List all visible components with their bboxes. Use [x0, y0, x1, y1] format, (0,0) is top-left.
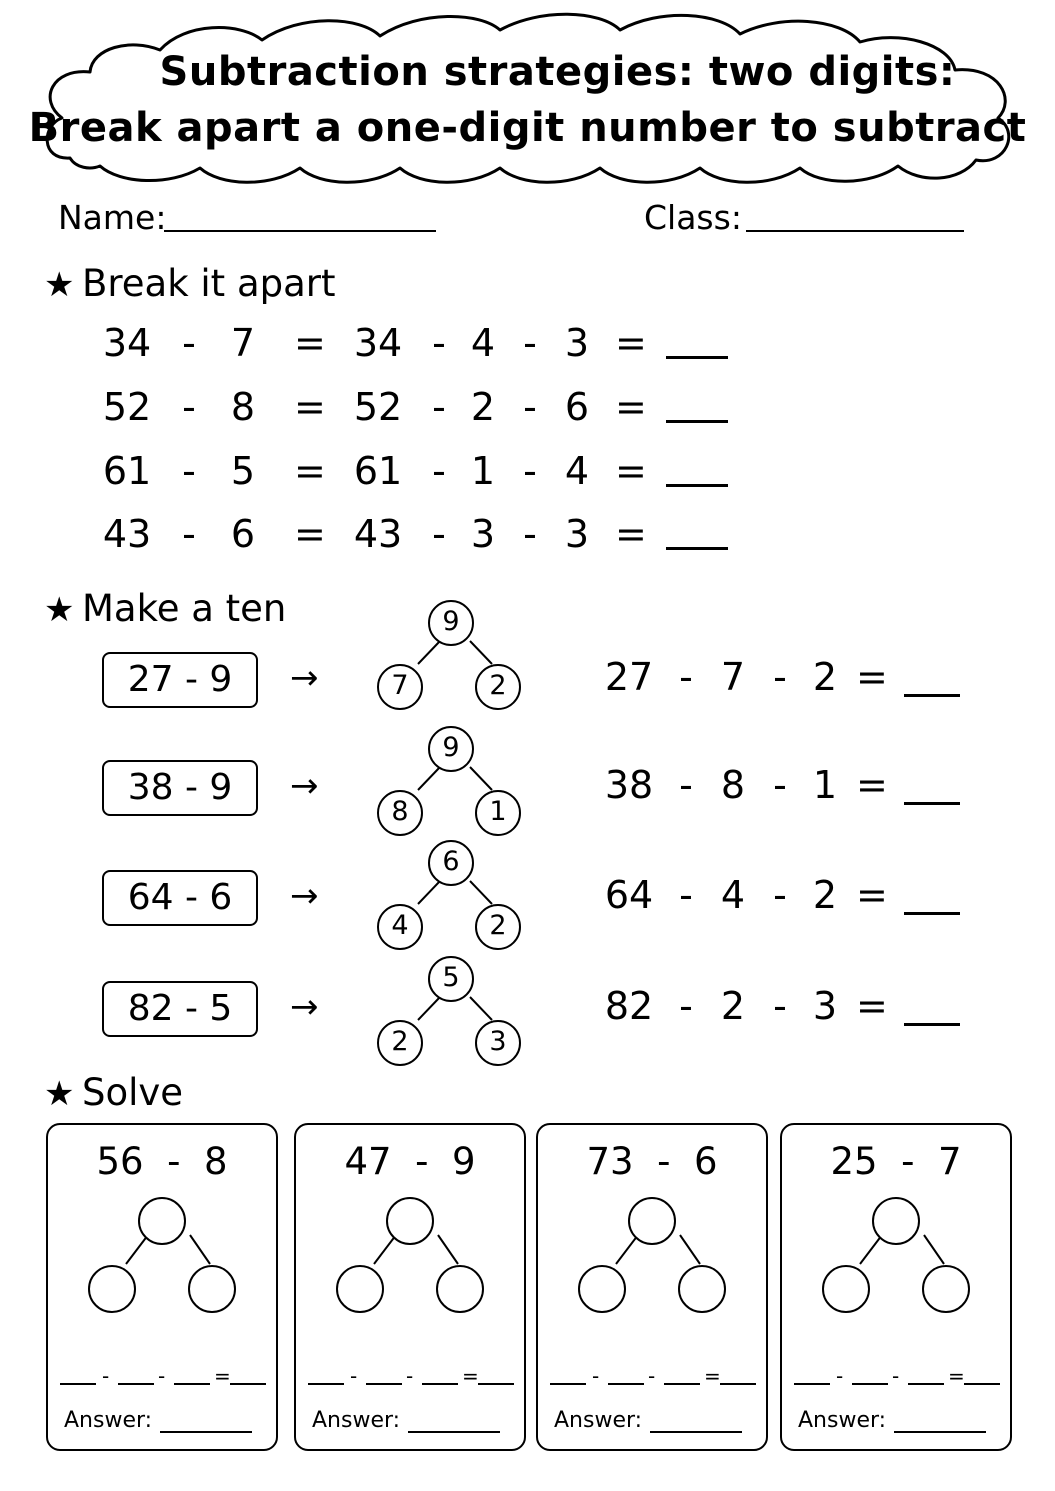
bond-number: 8 — [391, 796, 409, 827]
equation-token: - — [773, 873, 787, 917]
bond-circle-blank[interactable] — [679, 1266, 725, 1312]
work-blank[interactable] — [852, 1383, 888, 1385]
equation-token: 34 — [102, 321, 152, 365]
equation-row — [0, 318, 1055, 368]
work-blank[interactable] — [118, 1383, 154, 1385]
equation-row — [0, 382, 1055, 432]
equation-row — [0, 509, 1055, 559]
equation-token: - — [773, 763, 787, 807]
equation-token: = — [856, 655, 888, 699]
equation-token: - — [679, 984, 693, 1028]
equation-token: 2 — [812, 873, 838, 917]
equation-token: 6 — [564, 385, 590, 429]
equation-token: 61 — [353, 449, 403, 493]
bond-connector — [126, 1235, 148, 1264]
equation-token: 64 — [604, 873, 654, 917]
work-operator: - — [406, 1364, 414, 1388]
bond-number: 6 — [442, 846, 460, 877]
work-blank[interactable] — [664, 1383, 700, 1385]
equation-token: 27 — [604, 655, 654, 699]
right-arrow-icon: → — [290, 766, 319, 806]
section-solve-heading — [44, 1070, 183, 1117]
bond-number: 2 — [489, 670, 507, 701]
equation-token: 7 — [230, 321, 256, 365]
equation-token: - — [432, 321, 446, 365]
star-icon: ★ — [44, 1074, 75, 1114]
work-blank[interactable] — [308, 1383, 344, 1385]
equation-token: 3 — [812, 984, 838, 1028]
equation-token: = — [615, 512, 647, 556]
work-blank[interactable] — [794, 1383, 830, 1385]
answer-field[interactable] — [160, 1431, 252, 1433]
name-label: Name: — [58, 198, 167, 237]
title-banner — [0, 0, 1055, 200]
work-operator: - — [592, 1364, 600, 1388]
work-operator: = — [948, 1364, 965, 1388]
section-title: Break it apart — [82, 262, 336, 305]
equation-token: 1 — [812, 763, 838, 807]
equation-token: - — [679, 655, 693, 699]
equation-row — [0, 446, 1055, 496]
bond-connector — [860, 1235, 882, 1264]
equation-token: 2 — [720, 984, 746, 1028]
equation-token: - — [182, 449, 196, 493]
equation-token: 43 — [102, 512, 152, 556]
work-operator: - — [648, 1364, 656, 1388]
equation-token: 7 — [720, 655, 746, 699]
equation-token: - — [679, 873, 693, 917]
title-line-1: Subtraction strategies: two digits: — [159, 49, 956, 95]
bond-circle-blank[interactable] — [629, 1198, 675, 1244]
bond-connector — [680, 1235, 700, 1264]
expression-box: 38 - 9 — [102, 760, 258, 816]
bond-number: 1 — [489, 796, 507, 827]
card-expression: 47 - 9 — [344, 1140, 476, 1183]
equation-token: 5 — [230, 449, 256, 493]
answer-blank[interactable] — [666, 484, 728, 487]
equation-token: 4 — [720, 873, 746, 917]
expression-box: 82 - 5 — [102, 981, 258, 1037]
bond-circle-blank[interactable] — [873, 1198, 919, 1244]
work-line — [794, 1355, 998, 1388]
equation-token: - — [432, 512, 446, 556]
work-blank[interactable] — [908, 1383, 944, 1385]
section-title: Make a ten — [82, 587, 287, 630]
bond-number: 3 — [489, 1026, 507, 1057]
work-blank[interactable] — [550, 1383, 586, 1385]
name-field[interactable] — [164, 230, 436, 232]
equation-token: 82 — [604, 984, 654, 1028]
answer-field[interactable] — [650, 1431, 742, 1433]
equation-token: 4 — [564, 449, 590, 493]
work-blank[interactable] — [174, 1383, 210, 1385]
equation-token: - — [773, 984, 787, 1028]
work-line — [60, 1355, 264, 1388]
equation-token: - — [182, 321, 196, 365]
equation-token: 34 — [353, 321, 403, 365]
equation-token: 8 — [230, 385, 256, 429]
work-operator: - — [158, 1364, 166, 1388]
star-icon: ★ — [44, 590, 75, 630]
equation-token: - — [523, 449, 537, 493]
work-blank[interactable] — [230, 1383, 266, 1385]
expression-box: 64 - 6 — [102, 870, 258, 926]
card-expression: 73 - 6 — [586, 1140, 718, 1183]
equation-token: 3 — [564, 321, 590, 365]
answer-field[interactable] — [408, 1431, 500, 1433]
equation-token: 8 — [720, 763, 746, 807]
equation-token: - — [523, 512, 537, 556]
equation-token: 3 — [564, 512, 590, 556]
bond-connector — [438, 1235, 458, 1264]
bond-circle-blank[interactable] — [139, 1198, 185, 1244]
equation-token: 4 — [470, 321, 496, 365]
equation-row — [0, 760, 1055, 810]
equation-token: = — [615, 385, 647, 429]
equation-row — [0, 981, 1055, 1031]
answer-label: Answer: — [312, 1408, 401, 1433]
equation-token: - — [773, 655, 787, 699]
answer-blank[interactable] — [904, 912, 960, 915]
bond-circle-blank[interactable] — [189, 1266, 235, 1312]
work-blank[interactable] — [608, 1383, 644, 1385]
work-blank[interactable] — [422, 1383, 458, 1385]
title-line-2: Break apart a one-digit number to subtract — [28, 105, 1027, 151]
work-blank[interactable] — [60, 1383, 96, 1385]
work-blank[interactable] — [720, 1383, 756, 1385]
right-arrow-icon: → — [290, 876, 319, 916]
bond-number: 2 — [391, 1026, 409, 1057]
bond-number: 2 — [489, 910, 507, 941]
equation-token: - — [182, 385, 196, 429]
bond-number: 9 — [442, 606, 460, 637]
equation-token: = — [294, 449, 326, 493]
answer-label: Answer: — [554, 1408, 643, 1433]
answer-blank[interactable] — [666, 356, 728, 359]
equation-token: 61 — [102, 449, 152, 493]
card-expression: 25 - 7 — [830, 1140, 962, 1183]
right-arrow-icon: → — [290, 987, 319, 1027]
work-operator: - — [836, 1364, 844, 1388]
star-icon: ★ — [44, 265, 75, 305]
equation-token: = — [856, 873, 888, 917]
work-operator: - — [892, 1364, 900, 1388]
bond-connector — [616, 1235, 638, 1264]
number-bond-diagram — [86, 1191, 246, 1321]
bond-number: 4 — [391, 910, 409, 941]
work-blank[interactable] — [964, 1383, 1000, 1385]
card-expression: 56 - 8 — [96, 1140, 228, 1183]
solve-card — [536, 1123, 768, 1451]
worksheet-title — [0, 44, 1055, 156]
bond-connector — [190, 1235, 210, 1264]
equation-token: - — [432, 449, 446, 493]
bond-connector — [374, 1235, 396, 1264]
equation-row — [0, 870, 1055, 920]
work-operator: = — [214, 1364, 231, 1388]
bond-number: 9 — [442, 732, 460, 763]
bond-circle-blank[interactable] — [823, 1266, 869, 1312]
number-bond-diagram — [576, 1191, 736, 1321]
solve-card — [294, 1123, 526, 1451]
bond-circle-blank[interactable] — [387, 1198, 433, 1244]
answer-blank[interactable] — [904, 1023, 960, 1026]
class-label: Class: — [644, 198, 742, 237]
number-bond-diagram — [334, 1191, 494, 1321]
equation-token: - — [679, 763, 693, 807]
work-blank[interactable] — [478, 1383, 514, 1385]
equation-token: 43 — [353, 512, 403, 556]
equation-token: 1 — [470, 449, 496, 493]
equation-token: - — [182, 512, 196, 556]
equation-token: = — [294, 385, 326, 429]
equation-token: = — [856, 984, 888, 1028]
section-title: Solve — [82, 1071, 184, 1114]
equation-token: 52 — [353, 385, 403, 429]
work-line — [550, 1355, 754, 1388]
equation-token: - — [523, 321, 537, 365]
bond-circle-blank[interactable] — [337, 1266, 383, 1312]
equation-token: 2 — [470, 385, 496, 429]
bond-circle-blank[interactable] — [923, 1266, 969, 1312]
equation-token: 2 — [812, 655, 838, 699]
answer-blank[interactable] — [666, 420, 728, 423]
work-operator: = — [704, 1364, 721, 1388]
equation-token: = — [615, 449, 647, 493]
number-bond-diagram — [820, 1191, 980, 1321]
answer-blank[interactable] — [666, 547, 728, 550]
answer-label: Answer: — [798, 1408, 887, 1433]
class-field[interactable] — [746, 230, 964, 232]
equation-token: - — [432, 385, 446, 429]
bond-number: 7 — [391, 670, 409, 701]
equation-token: = — [294, 512, 326, 556]
solve-card — [780, 1123, 1012, 1451]
equation-token: = — [615, 321, 647, 365]
bond-circle-blank[interactable] — [579, 1266, 625, 1312]
equation-token: = — [294, 321, 326, 365]
bond-circle-blank[interactable] — [437, 1266, 483, 1312]
answer-label: Answer: — [64, 1408, 153, 1433]
bond-connector — [924, 1235, 944, 1264]
equation-row — [0, 652, 1055, 702]
answer-blank[interactable] — [904, 802, 960, 805]
expression-box: 27 - 9 — [102, 652, 258, 708]
equation-token: = — [856, 763, 888, 807]
solve-card — [46, 1123, 278, 1451]
section-break-apart-heading — [44, 261, 336, 308]
work-operator: = — [462, 1364, 479, 1388]
answer-field[interactable] — [894, 1431, 986, 1433]
work-operator: - — [350, 1364, 358, 1388]
right-arrow-icon: → — [290, 658, 319, 698]
work-blank[interactable] — [366, 1383, 402, 1385]
bond-number: 5 — [442, 962, 460, 993]
answer-blank[interactable] — [904, 694, 960, 697]
equation-token: - — [523, 385, 537, 429]
section-make-ten-heading — [44, 586, 286, 633]
equation-token: 6 — [230, 512, 256, 556]
equation-token: 52 — [102, 385, 152, 429]
work-operator: - — [102, 1364, 110, 1388]
equation-token: 38 — [604, 763, 654, 807]
work-line — [308, 1355, 512, 1388]
equation-token: 3 — [470, 512, 496, 556]
bond-circle-blank[interactable] — [89, 1266, 135, 1312]
